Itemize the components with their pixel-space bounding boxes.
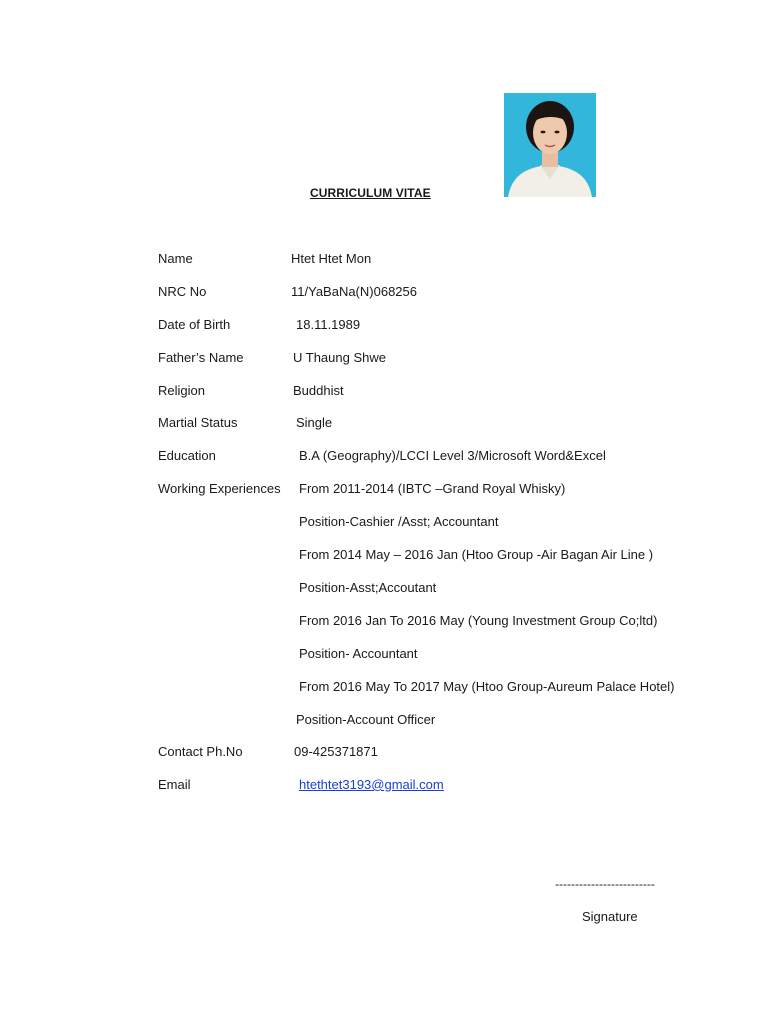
father-name-label: Father’s Name bbox=[158, 350, 244, 365]
marital-status-value: Single bbox=[296, 415, 333, 430]
marital-status-label: Martial Status bbox=[158, 415, 238, 430]
religion-value: Buddhist bbox=[293, 383, 344, 398]
nrc-value: 11/YaBaNa(N)068256 bbox=[291, 284, 417, 299]
father-name-value: U Thaung Shwe bbox=[293, 350, 386, 365]
education-value: B.A (Geography)/LCCI Level 3/Microsoft Word&Excel bbox=[299, 448, 606, 463]
experience-line: Position-Account Officer bbox=[296, 712, 436, 727]
email-label: Email bbox=[158, 777, 191, 792]
nrc-label: NRC No bbox=[158, 284, 207, 299]
name-label: Name bbox=[158, 251, 193, 266]
experience-line: Position-Asst;Accoutant bbox=[299, 580, 437, 595]
education-label: Education bbox=[158, 448, 216, 463]
email-link[interactable]: htethtet3193@gmail.com bbox=[299, 777, 444, 792]
experience-label: Working Experiences bbox=[158, 481, 281, 496]
religion-label: Religion bbox=[158, 383, 205, 398]
experience-line: From 2016 May To 2017 May (Htoo Group-Aureum Palace Hotel) bbox=[299, 679, 675, 694]
profile-photo bbox=[504, 93, 596, 197]
contact-value: 09-425371871 bbox=[294, 744, 378, 759]
experience-line: From 2011-2014 (IBTC –Grand Royal Whisky) bbox=[299, 481, 566, 496]
name-value: Htet Htet Mon bbox=[291, 251, 372, 266]
page-title: CURRICULUM VITAE bbox=[310, 186, 431, 200]
contact-label: Contact Ph.No bbox=[158, 744, 243, 759]
dob-label: Date of Birth bbox=[158, 317, 231, 332]
signature-line: ------------------------- bbox=[555, 877, 655, 891]
signature-label: Signature bbox=[582, 909, 638, 924]
experience-line: Position- Accountant bbox=[299, 646, 418, 661]
experience-line: From 2016 Jan To 2016 May (Young Investment Group Co;ltd) bbox=[299, 613, 658, 628]
experience-line: From 2014 May – 2016 Jan (Htoo Group -Air Bagan Air Line ) bbox=[299, 547, 654, 562]
experience-line: Position-Cashier /Asst; Accountant bbox=[299, 514, 499, 529]
dob-value: 18.11.1989 bbox=[296, 317, 361, 332]
